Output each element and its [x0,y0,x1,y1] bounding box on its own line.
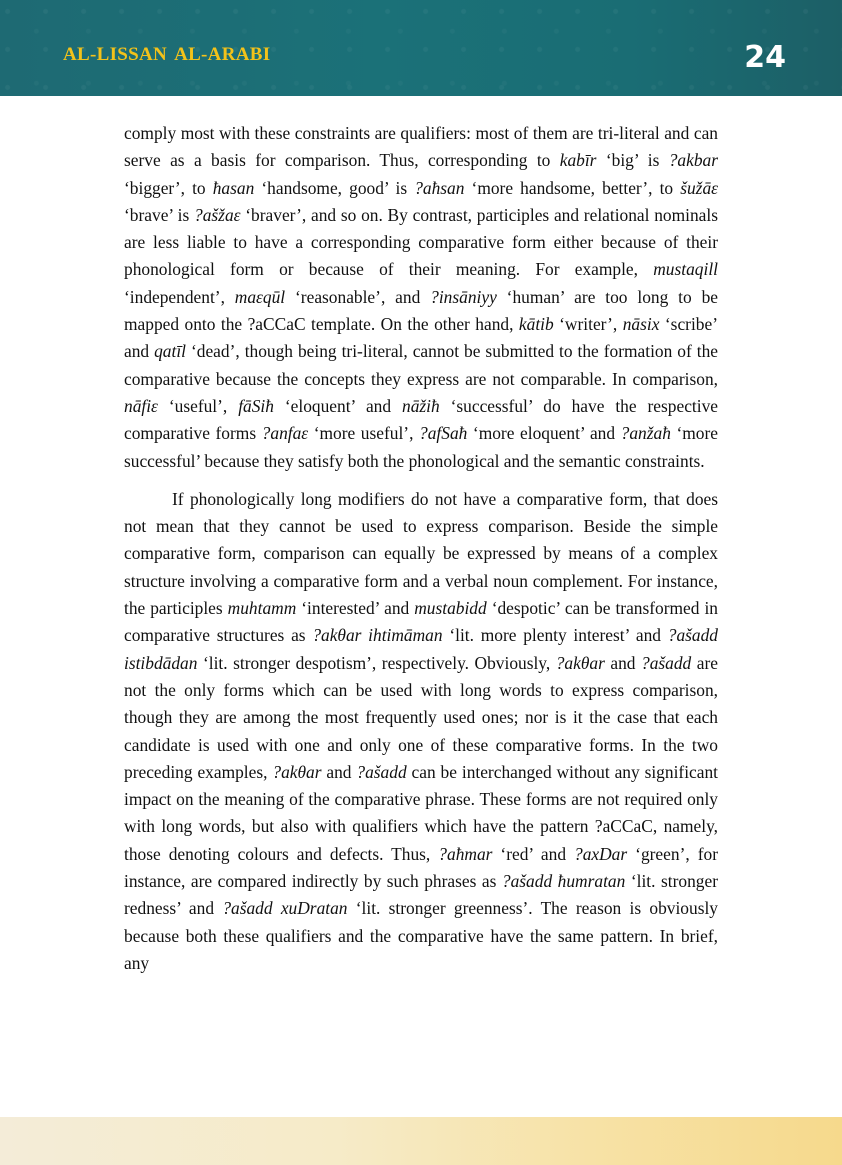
italic-term: mustaqill [653,259,718,280]
paragraph [124,120,718,475]
page-number: 24 [744,40,786,75]
italic-term: ?akθar [555,652,605,673]
text-run: ‘successful’ do have the respective comparative forms [124,395,718,444]
text-run: ‘green’, for instance, are compared indirectly by such phrases as [124,843,718,892]
text-run: and [321,761,357,782]
italic-term: ?ašadd [356,761,407,782]
text-run: ‘lit. stronger despotism’, respectively. Obviously, [197,652,556,673]
italic-term: ?aħmar [438,843,493,864]
italic-term: ?akbar [668,150,718,171]
italic-term: ħasan [212,177,255,198]
italic-term: ?anfaε [261,423,309,444]
italic-term: muhtamm [227,598,297,619]
text-run: ‘red’ and [492,843,575,864]
body-text [124,120,718,977]
text-run: ‘lit. stronger greenness’. The reason is obviously because both these qualifiers and the comparative have the same pattern. In brief, any [124,898,718,973]
text-run: ‘lit. stronger redness’ and [124,871,718,919]
italic-term: ?ašadd xuDratan [222,898,348,919]
italic-term: maεqūl [234,286,286,307]
italic-term: kabīr [559,150,597,171]
italic-term: mustabidd [414,598,487,619]
text-run: and [604,652,641,673]
text-run: ‘handsome, good’ is [254,177,415,198]
text-run: are not the only forms which can be used with long words to express comparison, though they are among the most frequently used ones; nor is it the case that each candidate is used with one and only one of these comparative forms. In the two preceding examples, [124,652,718,782]
italic-term: fāSiħ [238,395,274,416]
italic-term: ?akθar ihtimāman [312,625,443,646]
footer-band [0,1117,842,1165]
text-run: If phonologically long modifiers do not have a comparative form, that does not mean that they cannot be used to express comparison. Beside the simple comparative form, comparison can equally be expressed by means of a complex structure involving a comparative form and a verbal noun complement. For instance, the participles [124,488,718,619]
text-run: ‘lit. more plenty interest’ and [442,625,668,646]
italic-term: nāsix [622,314,660,335]
page-header [0,0,842,96]
text-run: ‘despotic’ can be transformed in comparative structures as [124,598,718,646]
text-run: ‘eloquent’ and [273,395,402,416]
italic-term: šužāε [680,177,718,198]
running-title: AL-LISSAN AL-ARABI [63,44,271,65]
text-run: ‘brave’ is [124,204,195,225]
italic-term: ?akθar [272,761,322,782]
text-run: ‘braver’, and so on. By contrast, participles and relational nominals are less liable to have a corresponding comparative form either because of their phonological form or because of their meaning. For example, [124,204,718,280]
text-run: ‘more successful’ because they satisfy both the phonological and the semantic constraints. [124,423,719,471]
text-run: ‘more useful’, [308,423,420,444]
text-run: ‘human’ are too long to be mapped onto the ?aCCaC template. On the other hand, [124,286,718,335]
paragraph [124,486,718,977]
italic-term: nāžiħ [402,395,440,416]
text-run: comply most with these constraints are qualifiers: most of them are tri-literal and can serve as a basis for comparison. Thus, corresponding to [124,123,718,171]
text-run: ‘bigger’, to [124,177,213,198]
text-run: can be interchanged without any significant impact on the meaning of the comparative phrase. These forms are not required only with long words, but also with qualifiers which have the pattern ?aCCaC, namely, those denoting colours and defects. Thus, [124,761,718,864]
italic-term: kātib [518,314,554,335]
italic-term: ?ašadd ħumratan [501,871,626,892]
italic-term: ?ašadd [641,652,692,673]
italic-term: ?afSaħ [419,423,468,444]
italic-term: nāfiε [124,395,158,416]
text-run: ‘more handsome, better’, to [464,177,681,198]
italic-term: ?ašadd istibdādan [124,625,718,673]
italic-term: ?axDar [574,843,628,864]
text-run: ‘independent’, [124,286,235,307]
text-run: ‘interested’ and [296,598,415,619]
text-run: ‘writer’, [553,314,623,335]
italic-term: ?aħsan [414,177,465,198]
text-run: ‘useful’, [157,395,239,416]
text-run: ‘scribe’ and [124,314,719,362]
italic-term: ?anžaħ [620,423,671,444]
text-run: ‘dead’, though being tri-literal, cannot be submitted to the formation of the comparative because the concepts they express are not comparable. In comparison, [124,341,718,389]
text-run: ‘more eloquent’ and [467,423,621,444]
italic-term: ?insāniyy [430,286,497,307]
text-run: ‘reasonable’, and [285,286,431,307]
italic-term: ?ašžaε [194,204,241,225]
text-run: ‘big’ is [596,150,669,171]
italic-term: qatīl [154,341,186,362]
